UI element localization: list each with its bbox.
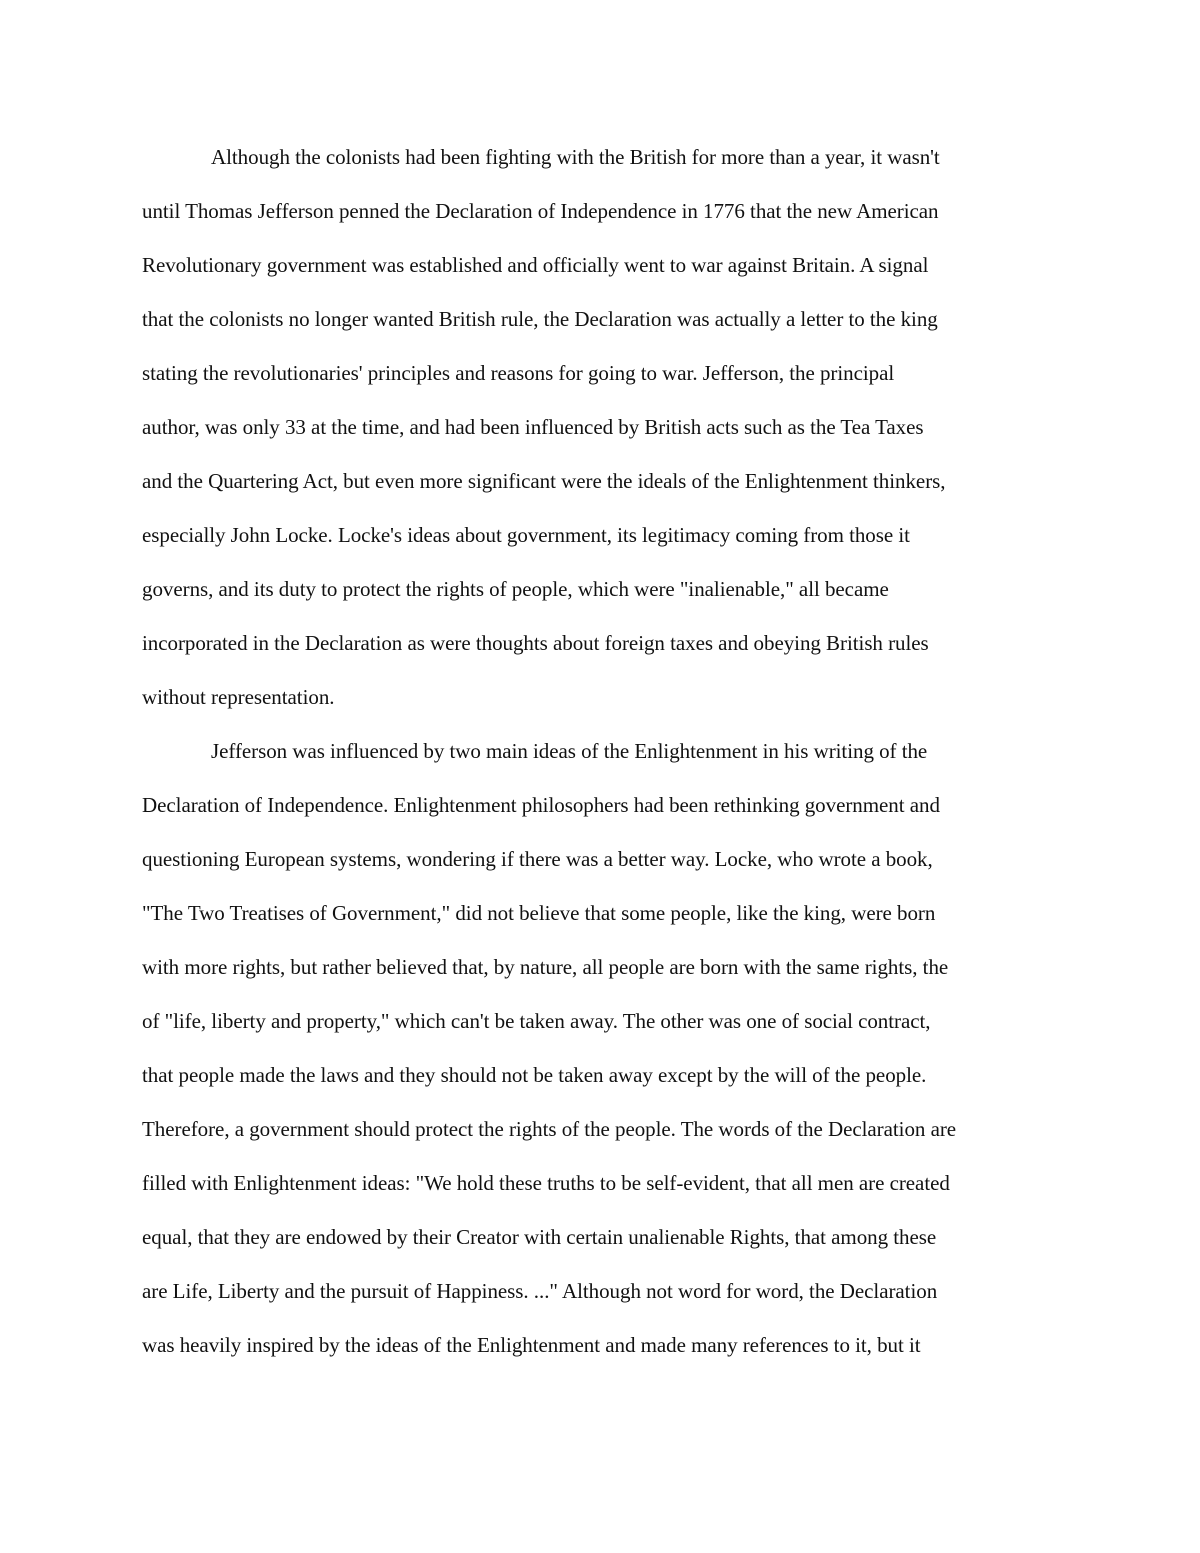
paragraph-line: questioning European systems, wondering if there was a better way. Locke, who wrote a book, [142,847,933,871]
paragraph-line: Although the colonists had been fighting with the British for more than a year, it wasn't [211,145,940,169]
paragraph-line: that the colonists no longer wanted British rule, the Declaration was actually a letter to the king [142,307,938,331]
paragraph-line: without representation. [142,685,335,709]
paragraph-2 [142,724,1062,1372]
paragraph-line: "The Two Treatises of Government," did not believe that some people, like the king, were born [142,901,936,925]
paragraph-line: and the Quartering Act, but even more significant were the ideals of the Enlightenment thinkers, [142,469,946,493]
paragraph-line: governs, and its duty to protect the rights of people, which were "inalienable," all became [142,577,889,601]
paragraph-line: equal, that they are endowed by their Creator with certain unalienable Rights, that among these [142,1225,937,1249]
paragraph-line: Therefore, a government should protect the rights of the people. The words of the Declaration are [142,1117,957,1141]
paragraph-1 [142,130,1062,724]
document-body [142,130,1062,1372]
paragraph-line: until Thomas Jefferson penned the Declaration of Independence in 1776 that the new American [142,199,939,223]
paragraph-line: filled with Enlightenment ideas: "We hold these truths to be self-evident, that all men are created [142,1171,950,1195]
paragraph-line: incorporated in the Declaration as were thoughts about foreign taxes and obeying British rules [142,631,929,655]
paragraph-line: are Life, Liberty and the pursuit of Happiness. ..." Although not word for word, the Declaration [142,1279,938,1303]
paragraph-line: author, was only 33 at the time, and had been influenced by British acts such as the Tea Taxes [142,415,924,439]
paragraph-line: especially John Locke. Locke's ideas about government, its legitimacy coming from those it [142,523,910,547]
paragraph-line: Jefferson was influenced by two main ideas of the Enlightenment in his writing of the [211,739,928,763]
paragraph-line: that people made the laws and they should not be taken away except by the will of the people. [142,1063,927,1087]
paragraph-line: was heavily inspired by the ideas of the Enlightenment and made many references to it, but it [142,1333,921,1357]
paragraph-line: Declaration of Independence. Enlightenment philosophers had been rethinking government and [142,793,940,817]
paragraph-line: Revolutionary government was established and officially went to war against Britain. A signal [142,253,929,277]
paragraph-line: with more rights, but rather believed that, by nature, all people are born with the same rights, the [142,955,949,979]
paragraph-line: of "life, liberty and property," which can't be taken away. The other was one of social contract, [142,1009,931,1033]
paragraph-line: stating the revolutionaries' principles and reasons for going to war. Jefferson, the principal [142,361,895,385]
